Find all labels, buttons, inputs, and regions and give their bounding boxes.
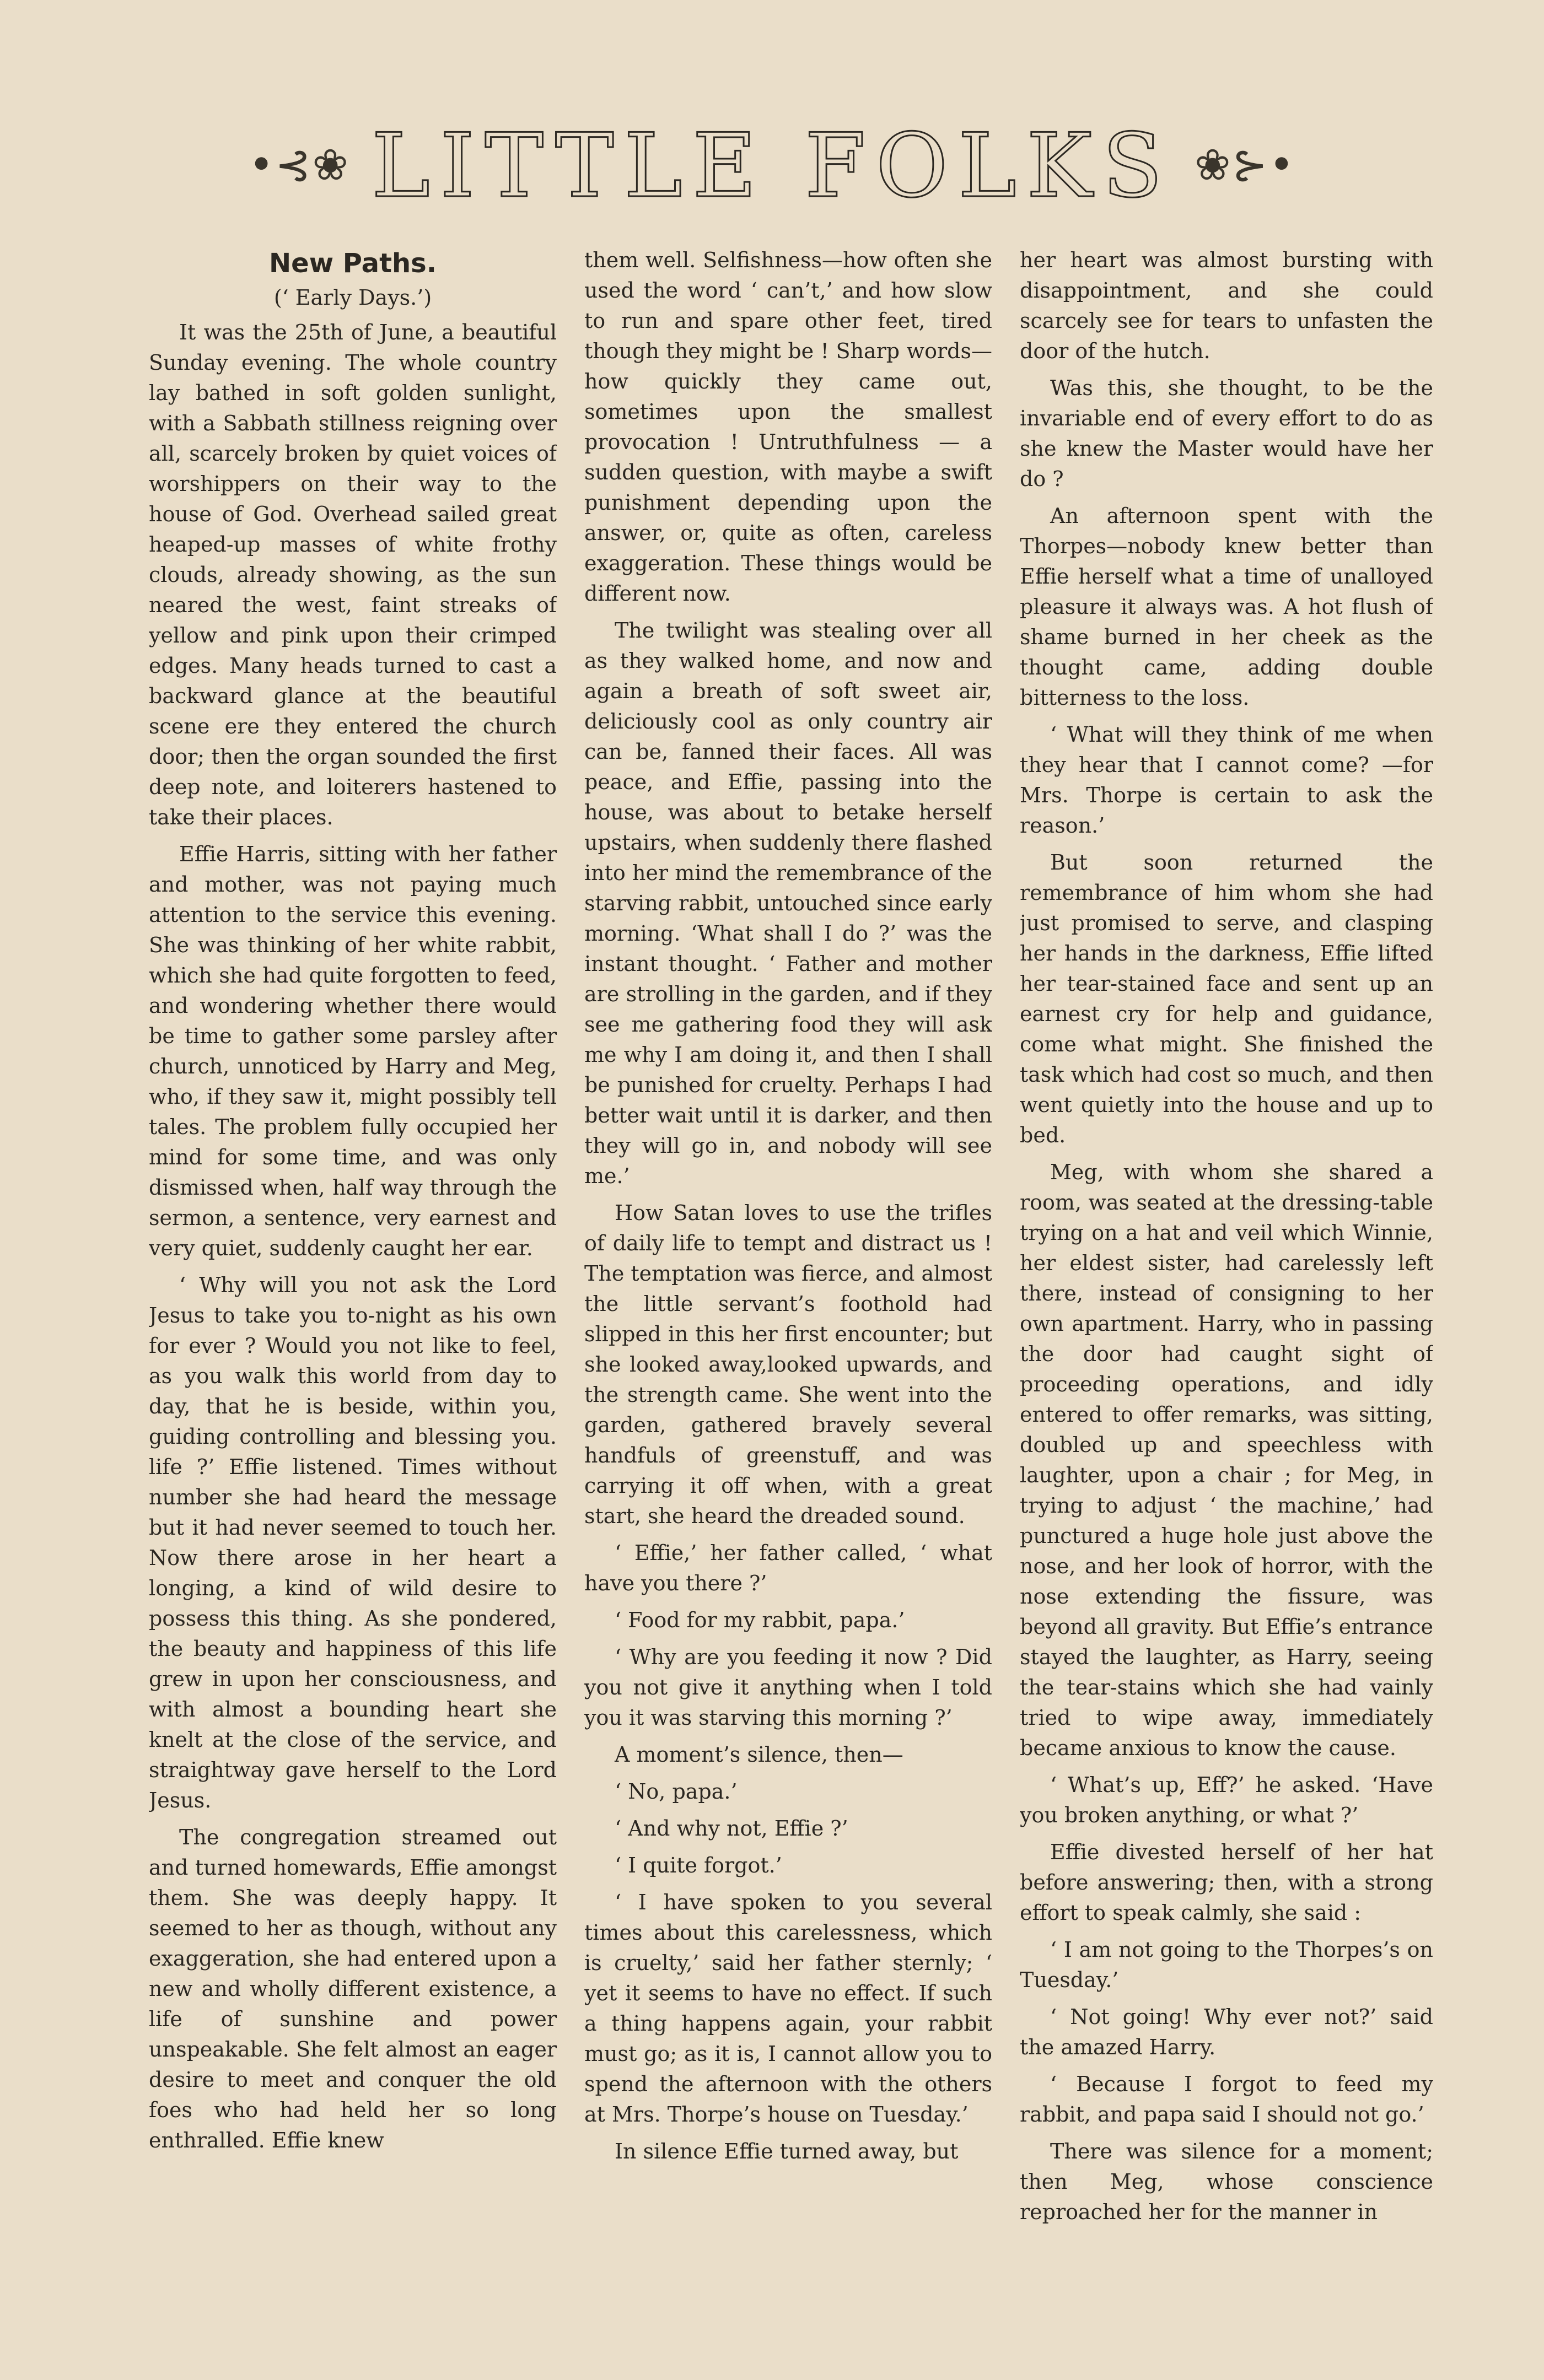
paragraph: There was silence for a moment; then Meg, whose conscience reproached her for the manner in [1020,2139,1433,2224]
paragraph: ‘ Why are you feeding it now ? Did you not give it anything when I told you it was starving this morning ?’ [584,1645,992,1730]
paragraph: ‘ I have spoken to you several times about this carelessness, which is cruelty,’ said her father sternly; ‘ yet it seems to have no effect. If such a thing happens again, your rabbit must go; as it is, I cannot allow you to spend the afternoon with the others at Mrs. Thorpe’s house on Tuesday.’ [584,1890,992,2127]
paragraph: them well. Selfishness—how often she used the word ‘ can’t,’ and how slow to run and spare other feet, tired though they might be ! Sharp words—how quickly they came out, sometimes upon the smallest provocation ! Untruthfulness — a sudden question, with maybe a swift punishment depending upon the answer, or, quite as often, careless exaggeration. These things would be different now. [584,248,992,606]
paragraph: ‘ Why will you not ask the Lord Jesus to take you to-night as his own for ever ? Would you not like to feel, as you walk this world from day to day, that he is beside, within you, guiding controlling and blessing you. life ?’ Effie listened. Times without number she had heard the message but it had never seemed to touch her. Now there arose in her heart a longing, a kind of wild desire to possess this thing. As she pondered, the beauty and happiness of this life grew in upon her consciousness, and with almost a bounding heart she knelt at the close of the service, and straightway gave herself to the Lord Jesus. [149,1273,557,1812]
paragraph: her heart was almost bursting with disappointment, and she could scarcely see for tears to unfasten the door of the hutch. [1020,248,1433,363]
paragraph: But soon returned the remembrance of him whom she had just promised to serve, and clasping her hands in the darkness, Effie lifted her tear-stained face and sent up an earnest cry for help and guidance, come what might. She finished the task which had cost so much, and then went quietly into the house and up to bed. [1020,850,1433,1147]
paragraph: Effie Harris, sitting with her father and mother, was not paying much attention to the service this evening. She was thinking of her white rabbit, which she had quite forgotten to feed, and wondering whether there would be time to gather some parsley after church, unnoticed by Harry and Meg, who, if they saw it, might possibly tell tales. The problem fully occupied her mind for some time, and was only dismissed when, half way through the sermon, a sentence, very earnest and very quiet, suddenly caught her ear. [149,842,557,1260]
paragraph: ‘ I quite forgot.’ [615,1853,782,1877]
paragraph: ‘ What will they think of me when they hear that I cannot come? —for Mrs. Thorpe is certain to ask the reason.’ [1020,722,1433,838]
paragraph: The congregation streamed out and turned homewards, Effie amongst them. She was deeply happy. It seemed to her as though, without any exaggeration, she had entered upon a new and wholly different existence, a life of sunshine and power unspeakable. She felt almost an eager desire to meet and conquer the old foes who had held her so long enthralled. Effie knew [149,1825,557,2152]
paragraph: Was this, she thought, to be the invariable end of every effort to do as she knew the Master would have her do ? [1020,376,1433,491]
paragraph: A moment’s silence, then— [615,1742,903,1767]
column-2 [584,245,992,2251]
paragraph: How Satan loves to use the trifles of daily life to tempt and distract us ! The temptation was fierce, and almost the little servant’s foothold had slipped in this her first encounter; but she looked away,looked upwards, and the strength came. She went into the garden, gathered bravely several handfuls of greenstuff, and was carrying it off when, with a great start, she heard the dreaded sound. [584,1201,992,1528]
paragraph: ‘ I am not going to the Thorpes’s on Tuesday.’ [1020,1938,1433,1992]
paragraph: ‘ No, papa.’ [615,1779,738,1804]
article-source: (‘ Early Days.’) [273,285,432,310]
paragraph: In silence Effie turned away, but [615,2139,959,2163]
paragraph: ‘ Food for my rabbit, papa.’ [615,1608,905,1632]
column-3 [1020,245,1433,2251]
paragraph: ‘ Because I forgot to feed my rabbit, and papa said I should not go.’ [1020,2072,1433,2127]
paragraph: ‘ Effie,’ her father called, ‘ what have you there ?’ [584,1541,992,1595]
section-title: LITTLE FOLKS [371,114,1173,217]
paragraph: ‘ Not going! Why ever not?’ said the amazed Harry. [1020,2005,1433,2059]
paragraph: The twilight was stealing over all as they walked home, and now and again a breath of soft sweet air, deliciously cool as only country air can be, fanned their faces. All was peace, and Effie, passing into the house, was about to betake herself upstairs, when suddenly there flashed into her mind the remembrance of the starving rabbit, untouched since early morning. ‘What shall I do ?’ was the instant thought. ‘ Father and mother are strolling in the garden, and if they see me gathering food they will ask me why I am doing it, and then I shall be punished for cruelty. Perhaps I had better wait until it is darker, and then they will go in, and nobody will see me.’ [584,618,992,1188]
paragraph: It was the 25th of June, a beautiful Sunday evening. The whole country lay bathed in soft golden sunlight, with a Sabbath stillness reigning over all, scarcely broken by quiet voices of worshippers on their way to the house of God. Overhead sailed great heaped-up masses of white frothy clouds, already showing, as the sun neared the west, faint streaks of yellow and pink upon their crimped edges. Many heads turned to cast a backward glance at the beautiful scene ere they entered the church door; then the organ sounded the first deep note, and loiterers hastened to take their places. [149,320,557,829]
right-ornament: ❀⊱• [1195,141,1295,190]
paragraph: ‘ And why not, Effie ?’ [615,1816,848,1841]
left-ornament: •⊰❀ [249,141,349,190]
section-header [0,110,1544,220]
paragraph: Meg, with whom she shared a room, was seated at the dressing-table trying on a hat and veil which Winnie, her eldest sister, had carelessly left there, instead of consigning to her own apartment. Harry, who in passing the door had caught sight of proceeding operations, and idly entered to offer remarks, was sitting, doubled up and speechless with laughter, upon a chair ; for Meg, in trying to adjust ‘ the machine,’ had punctured a huge hole just above the nose, and her look of horror, with the nose extending the fissure, was beyond all gravity. But Effie’s entrance stayed the laughter, as Harry, seeing the tear-stains which she had vainly tried to wipe away, immediately became anxious to know the cause. [1020,1160,1433,1760]
paragraph: Effie divested herself of her hat before answering; then, with a strong effort to speak calmly, she said : [1020,1840,1433,1925]
article-columns [149,245,1433,2251]
article-title: New Paths. [269,248,437,279]
paragraph: An afternoon spent with the Thorpes—nobody knew better than Effie herself what a time of unalloyed pleasure it always was. A hot flush of shame burned in her cheek as the thought came, adding double bitterness to the loss. [1020,504,1433,710]
paragraph: ‘ What’s up, Eff?’ he asked. ‘Have you broken anything, or what ?’ [1020,1773,1433,1827]
column-1 [149,245,557,2251]
